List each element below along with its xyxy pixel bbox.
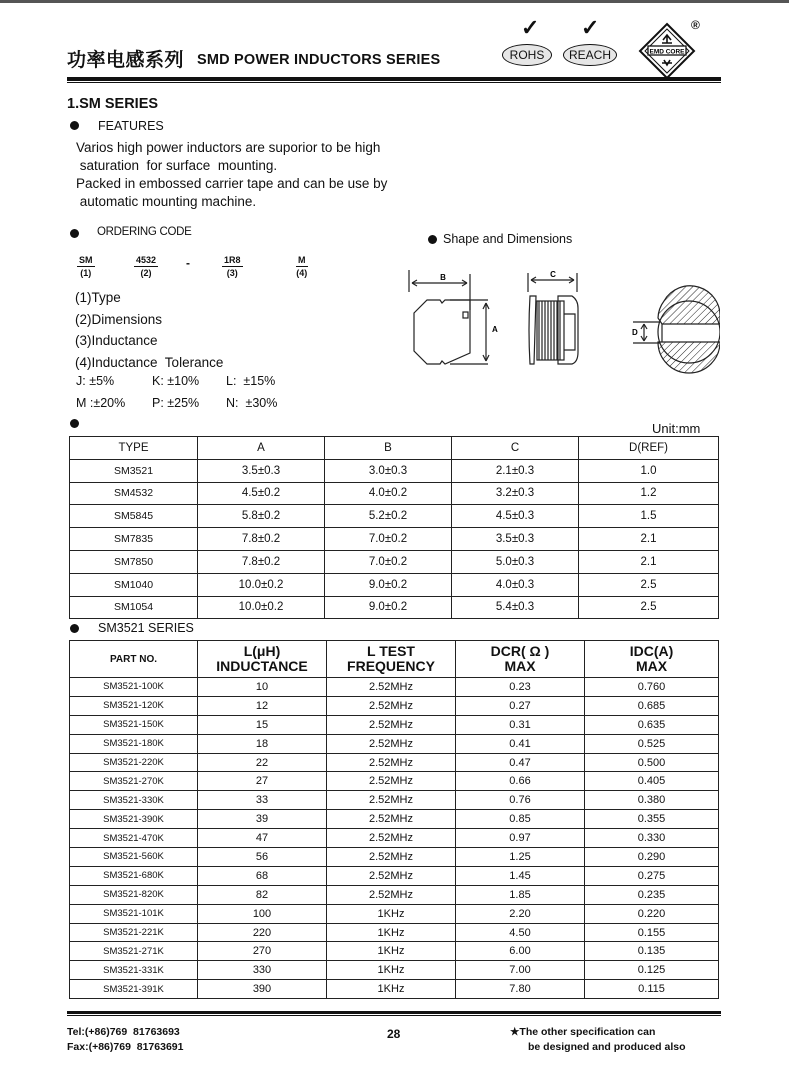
table-row [70,696,719,715]
table-cell: 15 [198,715,327,734]
table-cell: 7.0±0.2 [325,528,452,551]
table-cell: 1KHz [327,942,456,961]
row-label-cell: SM3521-391K [70,980,198,999]
table-cell: 2.52MHz [327,810,456,829]
header-line: FREQUENCY [347,658,435,674]
table-cell: 5.4±0.3 [452,596,579,619]
row-label-cell: SM3521-221K [70,923,198,942]
features-line: Packed in embossed carrier tape and can be use by [76,176,388,191]
table-cell: 2.52MHz [327,772,456,791]
table-cell: 4.0±0.3 [452,573,579,596]
table-cell: 2.52MHz [327,753,456,772]
code-value: M [298,255,306,265]
table-cell: 0.635 [585,715,719,734]
table-cell: 0.125 [585,961,719,980]
table-cell: 3.2±0.3 [452,482,579,505]
top-view-diagram [409,270,489,364]
table-row [70,505,719,528]
cross-section-diagram [633,286,720,373]
bullet-icon [70,419,79,428]
table-cell: 1KHz [327,923,456,942]
header-line: L(μH) [243,643,281,659]
row-label-cell: SM3521-271K [70,942,198,961]
reach-badge [563,44,617,66]
row-label-cell: SM3521-820K [70,885,198,904]
code-value: 4532 [136,255,157,265]
table-cell: 0.135 [585,942,719,961]
features-line: automatic mounting machine. [76,194,257,209]
bullet-icon [70,121,79,130]
table-cell: 10 [198,678,327,697]
tolerance-value: ±20% [93,396,126,410]
rohs-label: ROHS [509,48,545,62]
table-row [70,482,719,505]
reach-label: REACH [568,48,611,62]
table-cell: 68 [198,866,327,885]
legend-item: (1)Type [75,290,121,305]
table-cell: 0.31 [456,715,585,734]
label-c: C [550,270,556,279]
footer-note-line: ★The other specification can [510,1026,656,1038]
code-value: SM [79,255,93,265]
table-cell: 220 [198,923,327,942]
table-cell: 0.41 [456,734,585,753]
table-cell: 4.5±0.3 [452,505,579,528]
legend-item: (4)Inductance Tolerance [75,354,224,370]
tolerance-n [226,396,277,410]
table-cell: 47 [198,829,327,848]
code-part-inductance [222,255,243,278]
table-cell: 18 [198,734,327,753]
bullet-icon [428,235,437,244]
table-cell: 0.685 [585,696,719,715]
table-row [70,829,719,848]
row-label-cell: SM7835 [70,528,198,551]
features-line: saturation for surface mounting. [76,158,278,173]
table-row [70,885,719,904]
table-cell: 0.380 [585,791,719,810]
table-cell: 2.52MHz [327,791,456,810]
table-cell: 1.25 [456,848,585,867]
table-cell: 2.52MHz [327,696,456,715]
table-row [70,459,719,482]
header-line: MAX [635,658,668,674]
column-header [456,641,585,678]
rohs-checkmark-icon: ✓ [521,15,540,40]
table-cell: 2.1 [579,528,719,551]
table-cell: 100 [198,904,327,923]
table-cell: 39 [198,810,327,829]
logo-text: EMD CORE [649,48,685,56]
table-cell: 0.330 [585,829,719,848]
table-cell: 3.0±0.3 [325,459,452,482]
table-cell: 1KHz [327,980,456,999]
row-label-cell: SM7850 [70,550,198,573]
shape-dimensions-label: Shape and Dimensions [443,232,573,246]
table-row [70,791,719,810]
table-cell: 0.290 [585,848,719,867]
tolerance-k [152,374,199,388]
table-cell: 0.115 [585,980,719,999]
table-row [70,678,719,697]
table-cell: 2.52MHz [327,829,456,848]
code-part-type [77,255,95,278]
table-cell: 9.0±0.2 [325,596,452,619]
table-cell: 330 [198,961,327,980]
table-header-row [70,437,719,460]
table-cell: 0.66 [456,772,585,791]
table-cell: 12 [198,696,327,715]
table-cell: 1.5 [579,505,719,528]
header-rule [67,77,721,81]
footer-note [510,1025,686,1055]
table-cell: 1KHz [327,961,456,980]
rohs-badge [502,44,552,66]
header-line: PART NO. [109,653,158,665]
table-cell: 1KHz [327,904,456,923]
row-label-cell: SM3521-560K [70,848,198,867]
code-index: (3) [226,268,238,278]
table-cell: 5.0±0.3 [452,550,579,573]
table-cell: 7.0±0.2 [325,550,452,573]
reach-checkmark-icon: ✓ [581,15,600,40]
title-english: SMD POWER INDUCTORS SERIES [197,52,441,68]
table-cell: 2.5 [579,596,719,619]
table-cell: 4.50 [456,923,585,942]
table-cell: 0.405 [585,772,719,791]
page-number: 28 [387,1027,401,1041]
row-label-cell: SM3521-390K [70,810,198,829]
dimension-diagrams [400,268,720,378]
footer-rule-thin [67,1015,721,1016]
table-cell: 0.355 [585,810,719,829]
table-row [70,810,719,829]
table-cell: 10.0±0.2 [198,596,325,619]
table-row [70,573,719,596]
table-cell: 5.8±0.2 [198,505,325,528]
table-cell: 4.5±0.2 [198,482,325,505]
column-header: B [325,437,452,460]
tolerance-l [226,374,275,388]
row-label-cell: SM3521-680K [70,866,198,885]
table-cell: 3.5±0.3 [452,528,579,551]
column-header [327,641,456,678]
code-dash: - [186,256,190,270]
table-cell: 3.5±0.3 [198,459,325,482]
table-cell: 2.52MHz [327,848,456,867]
table-row [70,961,719,980]
row-label-cell: SM3521-331K [70,961,198,980]
table-cell: 2.52MHz [327,734,456,753]
table-cell: 82 [198,885,327,904]
tolerance-code: N: [226,396,239,410]
tolerance-code: L: [226,374,237,388]
tolerance-code: P: [152,396,164,410]
table-cell: 0.155 [585,923,719,942]
table-cell: 2.5 [579,573,719,596]
label-b: B [440,273,446,282]
table-row [70,528,719,551]
table-cell: 0.525 [585,734,719,753]
bullet-icon [70,624,79,633]
row-label-cell: SM1040 [70,573,198,596]
page-top-border [0,0,789,3]
table-cell: 390 [198,980,327,999]
contact-info [67,1025,183,1055]
table-row [70,980,719,999]
tolerance-value: ±25% [167,396,200,410]
column-header [70,641,198,678]
row-label-cell: SM3521-100K [70,678,198,697]
row-label-cell: SM3521-180K [70,734,198,753]
table-row [70,904,719,923]
table-cell: 2.52MHz [327,715,456,734]
table-cell: 2.52MHz [327,885,456,904]
row-label-cell: SM3521 [70,459,198,482]
table-cell: 7.8±0.2 [198,550,325,573]
sm3521-series-title: SM3521 SERIES [98,621,194,635]
table-row [70,753,719,772]
row-label-cell: SM3521-330K [70,791,198,810]
table-row [70,715,719,734]
features-label: FEATURES [98,119,164,133]
table-cell: 4.0±0.2 [325,482,452,505]
table-cell: 2.20 [456,904,585,923]
table-cell: 270 [198,942,327,961]
registered-mark: ® [691,18,700,32]
table-cell: 6.00 [456,942,585,961]
ordering-code-label: ORDERING CODE [97,226,192,238]
table-cell: 0.85 [456,810,585,829]
table-cell: 0.47 [456,753,585,772]
fax: Fax:(+86)769 81763691 [67,1041,184,1053]
tolerance-m [76,396,125,410]
tolerance-j [76,374,114,388]
row-label-cell: SM3521-470K [70,829,198,848]
column-header: D(REF) [579,437,719,460]
table-cell: 5.2±0.2 [325,505,452,528]
table-cell: 7.80 [456,980,585,999]
tolerance-value: ±10% [167,374,200,388]
footer-note-line: be designed and produced also [528,1041,686,1053]
telephone: Tel:(+86)769 81763693 [67,1026,180,1038]
column-header: TYPE [70,437,198,460]
table-cell: 2.1±0.3 [452,459,579,482]
header-line: DCR( Ω ) [490,643,550,659]
section-title: 1.SM SERIES [67,96,159,112]
tolerance-value: ±15% [243,374,276,388]
unit-label: Unit:mm [652,421,701,436]
table-cell: 2.52MHz [327,866,456,885]
table-cell: 7.8±0.2 [198,528,325,551]
table-cell: 33 [198,791,327,810]
features-text [76,139,387,211]
footer-rule [67,1011,721,1014]
header-line: IDC(A) [629,643,674,659]
row-label-cell: SM3521-270K [70,772,198,791]
table-cell: 0.275 [585,866,719,885]
tolerance-p [152,396,199,410]
table-cell: 0.23 [456,678,585,697]
dimensions-table [69,436,719,619]
code-index: (1) [80,268,92,278]
header-line: MAX [504,658,536,674]
table-cell: 22 [198,753,327,772]
code-part-dimensions [134,255,158,278]
bullet-icon [70,229,79,238]
tolerance-code: M : [76,396,94,410]
tolerance-code: K: [152,374,164,388]
table-cell: 0.97 [456,829,585,848]
table-cell: 0.760 [585,678,719,697]
legend-item: (2)Dimensions [75,311,163,327]
side-view-diagram [528,273,578,364]
table-row [70,848,719,867]
table-cell: 0.220 [585,904,719,923]
table-cell: 1.85 [456,885,585,904]
table-cell: 56 [198,848,327,867]
tolerance-value: ±30% [245,396,278,410]
label-a: A [492,325,498,334]
table-cell: 1.0 [579,459,719,482]
row-label-cell: SM3521-120K [70,696,198,715]
table-row [70,923,719,942]
row-label-cell: SM3521-220K [70,753,198,772]
table-row [70,942,719,961]
table-row [70,734,719,753]
ordering-code-legend [75,287,223,373]
code-index: (4) [296,268,308,278]
table-row [70,772,719,791]
code-part-tolerance [296,255,308,278]
table-row [70,596,719,619]
column-header: C [452,437,579,460]
label-d: D [632,328,638,337]
header-rule-thin [67,82,721,83]
column-header [585,641,719,678]
table-cell: 27 [198,772,327,791]
code-index: (2) [140,268,152,278]
table-cell: 1.45 [456,866,585,885]
sm3521-specs-table [69,640,719,999]
code-value: 1R8 [224,255,241,265]
features-line: Varios high power inductors are suporior to be high [76,140,381,155]
table-cell: 2.52MHz [327,678,456,697]
header-line: INDUCTANCE [216,658,308,674]
row-label-cell: SM1054 [70,596,198,619]
table-cell: 2.1 [579,550,719,573]
table-cell: 10.0±0.2 [198,573,325,596]
table-cell: 1.2 [579,482,719,505]
column-header: A [198,437,325,460]
column-header [198,641,327,678]
row-label-cell: SM5845 [70,505,198,528]
table-row [70,550,719,573]
row-label-cell: SM4532 [70,482,198,505]
table-cell: 0.235 [585,885,719,904]
table-cell: 0.500 [585,753,719,772]
title-chinese: 功率电感系列 [67,49,185,71]
table-header-row [70,641,719,678]
table-cell: 7.00 [456,961,585,980]
tolerance-code: J: [76,374,86,388]
header-line: L TEST [367,643,415,659]
row-label-cell: SM3521-150K [70,715,198,734]
table-cell: 0.27 [456,696,585,715]
tolerance-value: ±5% [89,374,115,388]
row-label-cell: SM3521-101K [70,904,198,923]
table-cell: 9.0±0.2 [325,573,452,596]
legend-item: (3)Inductance [75,333,158,348]
table-cell: 0.76 [456,791,585,810]
table-row [70,866,719,885]
